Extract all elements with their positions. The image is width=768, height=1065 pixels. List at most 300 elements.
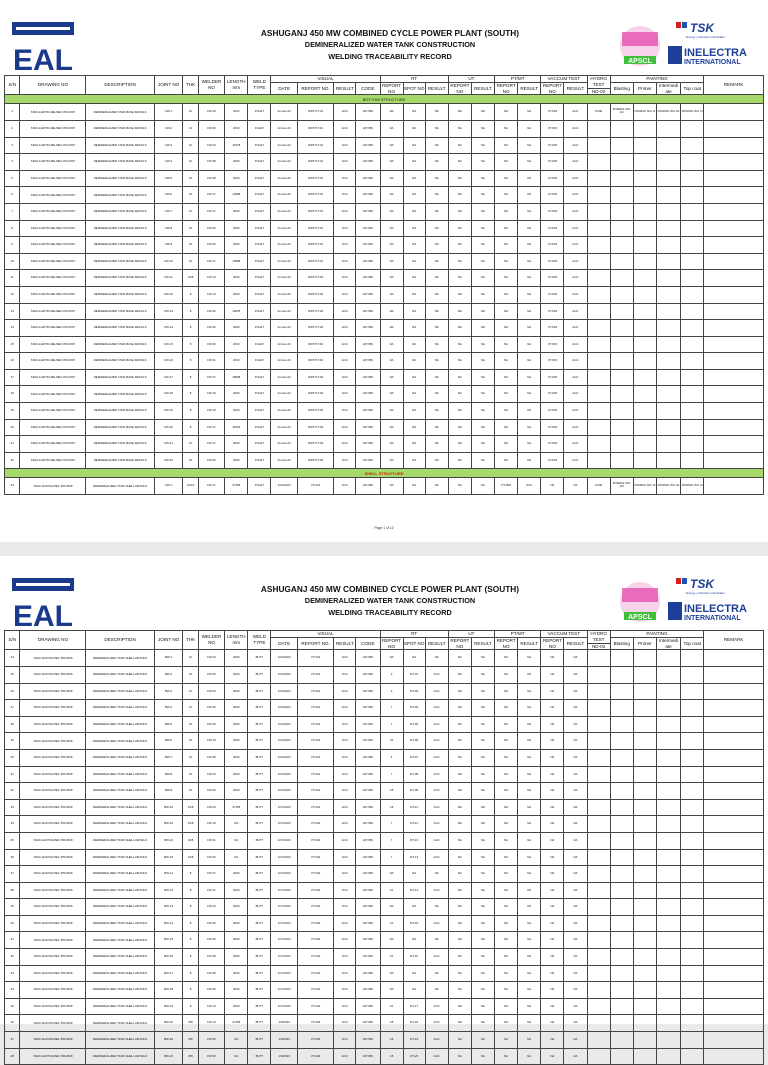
table-cell: BW-10 [154, 816, 183, 833]
table-cell: ACC [334, 1048, 356, 1065]
table-cell: NA [564, 832, 587, 849]
table-cell: FW 29 [198, 700, 224, 717]
table-cell [633, 899, 656, 916]
table-cell: 31 [5, 766, 20, 783]
table-cell [587, 270, 610, 287]
table-cell: 2000 [225, 436, 248, 453]
table-cell: ACC [334, 783, 356, 800]
table-cell: NA [471, 899, 494, 916]
table-cell: FW-10 [154, 253, 183, 270]
col-rt: RT [380, 631, 448, 638]
table-cell: NA [448, 419, 471, 436]
table-cell [656, 170, 680, 187]
table-cell: SS03-1120730-MEC PM-0009 [20, 949, 86, 966]
table-cell [681, 932, 704, 949]
table-cell: ACC [334, 899, 356, 916]
table-cell: NA [518, 1032, 541, 1049]
table-cell: FW 29 [198, 982, 224, 999]
col-primer: Primer [633, 82, 656, 95]
table-cell [610, 982, 633, 999]
table-cell: NA [541, 1015, 564, 1032]
table-cell: NA [495, 766, 518, 783]
col-ut-report: REPORT NO [448, 637, 471, 650]
table-cell: SS03-1120730-MEC PM-0009 [20, 700, 86, 717]
table-cell: ACC [334, 303, 356, 320]
table-cell: 7 [380, 716, 403, 733]
table-cell: FULET [248, 386, 271, 403]
table-cell [633, 915, 656, 932]
table-cell: NA [448, 478, 471, 495]
col-description: DESCRIPTION [86, 631, 154, 650]
table-cell: ACC [425, 849, 448, 866]
table-cell: FW 38 [198, 170, 224, 187]
table-cell: NA [471, 436, 494, 453]
table-cell: VT-003 [297, 1015, 333, 1032]
table-row [5, 137, 764, 154]
table-cell: SS03-1120730-ME-MEC PM-0007 [20, 452, 86, 469]
table-cell: BW-20 [154, 1015, 183, 1032]
table-cell: 2000 [225, 932, 248, 949]
table-row [5, 700, 764, 717]
project-title: ASHUGANJ 450 MW COMBINED CYCLE POWER PLANT (SOUTH) [260, 28, 520, 38]
table-cell: DWT/VT-01 [297, 154, 333, 171]
table-cell: ACC [334, 849, 356, 866]
table-cell: 13 [5, 303, 20, 320]
table-cell: DEMINERALIZED TANK BASE DETAILS [86, 154, 154, 171]
table-cell: NA [380, 386, 403, 403]
table-cell: NA [425, 899, 448, 916]
table-cell: NA [471, 1015, 494, 1032]
table-cell: 1/9/2023 [271, 1015, 297, 1032]
table-cell [681, 436, 704, 453]
table-cell: ACC [425, 733, 448, 750]
table-cell: 10 [183, 170, 198, 187]
table-cell [587, 1048, 610, 1065]
table-cell: NA [380, 220, 403, 237]
table-cell: BUTT [248, 982, 271, 999]
table-cell: NA [425, 170, 448, 187]
table-cell [587, 965, 610, 982]
table-cell: DEMINERALIZED TANK BASE DETAILS [86, 220, 154, 237]
table-cell [681, 915, 704, 932]
table-cell: NA [403, 353, 425, 370]
welding-traceability-table-p1 [4, 75, 764, 495]
table-cell: NA [425, 965, 448, 982]
table-cell: BUTT [248, 716, 271, 733]
table-cell: ACC [564, 303, 587, 320]
table-cell [656, 120, 680, 137]
col-visual: VISUAL [271, 631, 380, 638]
table-cell: BUTT [248, 733, 271, 750]
table-cell: NA [471, 965, 494, 982]
table-cell: NA [518, 237, 541, 254]
table-cell: 10/10 [183, 478, 198, 495]
table-cell: NA [403, 965, 425, 982]
table-cell [704, 783, 764, 800]
col-ptmt-result: RESULT [518, 637, 541, 650]
table-cell: ACC [334, 716, 356, 733]
table-cell [587, 452, 610, 469]
table-cell: NA [425, 403, 448, 420]
table-cell: RT-14 [403, 882, 425, 899]
table-cell: 18 [380, 783, 403, 800]
table-cell: NA [425, 982, 448, 999]
table-cell: ACC [564, 220, 587, 237]
table-cell: ACC [334, 104, 356, 121]
table-cell: NA [403, 104, 425, 121]
table-cell [610, 386, 633, 403]
table-cell: BW-16 [154, 949, 183, 966]
table-cell: NA [471, 120, 494, 137]
table-cell: 10 [183, 749, 198, 766]
table-cell: FW 31 [198, 832, 224, 849]
table-cell: NA [471, 336, 494, 353]
table-cell [610, 932, 633, 949]
table-cell: ACC [564, 170, 587, 187]
table-cell: 32 [5, 783, 20, 800]
section-row [5, 469, 764, 478]
table-cell: VT-002 [297, 915, 333, 932]
table-cell: FW 32 [198, 320, 224, 337]
table-cell: NA [425, 419, 448, 436]
table-cell: NA [495, 882, 518, 899]
table-cell: NA [448, 650, 471, 667]
table-cell: NA [541, 683, 564, 700]
table-cell [656, 237, 680, 254]
col-hydro: HYDRO TEST [587, 631, 610, 644]
table-cell [704, 320, 764, 337]
table-cell: NA [403, 866, 425, 883]
table-cell: SS03-1120730-ME-MEC PM-0007 [20, 369, 86, 386]
table-cell: SS03-1120730-ME-MEC PM-0007 [20, 336, 86, 353]
table-cell: NA [448, 799, 471, 816]
table-cell: FW 24 [198, 650, 224, 667]
table-cell [633, 965, 656, 982]
table-cell: NA [495, 270, 518, 287]
table-cell: 1/10/2023 [271, 683, 297, 700]
table-cell: NA [425, 386, 448, 403]
table-cell: ACC [564, 187, 587, 204]
table-cell: RT-18 [403, 1015, 425, 1032]
table-cell: NA [495, 154, 518, 171]
table-cell [633, 270, 656, 287]
table-cell: SS03-1120730-MEC PM-0009 [20, 1048, 86, 1065]
table-cell: NA [564, 733, 587, 750]
table-cell: 1/10/2023 [271, 650, 297, 667]
table-cell: SS03-1120730-ME-MEC PM-0007 [20, 203, 86, 220]
table-cell: NA [448, 749, 471, 766]
table-cell: FULET [248, 303, 271, 320]
table-cell [681, 650, 704, 667]
table-cell [633, 286, 656, 303]
table-cell: 10 [183, 783, 198, 800]
table-cell [656, 650, 680, 667]
table-cell [610, 120, 633, 137]
table-cell: DWT/VT-01 [297, 170, 333, 187]
table-cell: 22-Jan-23 [271, 303, 297, 320]
table-cell: NA [495, 733, 518, 750]
table-cell: FW 29 [198, 104, 224, 121]
table-cell: RT-11 [403, 799, 425, 816]
table-cell: FULET [248, 403, 271, 420]
table-cell: NA [495, 320, 518, 337]
col-hydro: HYDRO TEST [587, 76, 610, 89]
table-cell [656, 220, 680, 237]
table-cell: 10 [183, 187, 198, 204]
table-cell: FW-18 [154, 386, 183, 403]
table-cell: 8 [183, 286, 198, 303]
table-row [5, 303, 764, 320]
table-cell: 1/17/2023 [271, 849, 297, 866]
col-painting: PAINTING [610, 631, 704, 638]
table-cell: 39 [5, 899, 20, 916]
table-cell [587, 436, 610, 453]
table-row [5, 683, 764, 700]
project-subtitle: DEMINERALIZED WATER TANK CONSTRUCTION [304, 596, 476, 605]
table-cell: ACC [518, 478, 541, 495]
table-cell [704, 832, 764, 849]
table-cell: VT-002 [297, 832, 333, 849]
table-cell: FULET [248, 120, 271, 137]
table-cell: 22-Jan-23 [271, 286, 297, 303]
table-cell [704, 1015, 764, 1032]
table-cell: VT-003 [541, 336, 564, 353]
table-cell: API 650 [356, 1048, 380, 1065]
table-cell: NA [380, 120, 403, 137]
table-cell: NA [448, 932, 471, 949]
table-cell: 10 [380, 915, 403, 932]
table-cell [587, 1032, 610, 1049]
table-cell: 2000 [225, 320, 248, 337]
table-cell: SS03-1120730-ME-MEC PM-0007 [20, 303, 86, 320]
table-cell: NA [471, 998, 494, 1015]
table-cell: 1/10/2023 [271, 733, 297, 750]
table-cell: NA [541, 849, 564, 866]
table-cell: 30 [5, 749, 20, 766]
table-cell: DEMINERALIZED TANK SHELL DETAILS [86, 982, 154, 999]
table-cell: NA [518, 799, 541, 816]
table-row [5, 187, 764, 204]
table-cell: DWT/VT-01 [297, 220, 333, 237]
table-cell: ACC [425, 700, 448, 717]
table-cell: NA [495, 932, 518, 949]
table-cell: FW-20 [154, 419, 183, 436]
table-cell: FW-12 [154, 286, 183, 303]
table-cell: ACC [334, 932, 356, 949]
table-cell: NA [495, 816, 518, 833]
table-cell: 25 [5, 666, 20, 683]
table-cell: SS03-1120730-ME-MEC PM-0007 [20, 419, 86, 436]
table-cell: NA [495, 170, 518, 187]
table-cell: 8 [5, 220, 20, 237]
table-cell: NA [564, 816, 587, 833]
table-cell: VT-002 [297, 816, 333, 833]
table-cell: BUTT [248, 783, 271, 800]
table-row [5, 733, 764, 750]
painting-note: INTERNAL IS/N: 21 [681, 478, 704, 495]
table-cell: ACC [334, 253, 356, 270]
table-cell: RT-13 [403, 832, 425, 849]
table-cell: NA [448, 816, 471, 833]
col-report-no: REPORT NO. [297, 82, 333, 95]
table-cell: DEMINERALIZED TANK BASE DETAILS [86, 237, 154, 254]
table-cell: API 650 [356, 353, 380, 370]
table-cell: VT-003 [541, 436, 564, 453]
table-cell: NA [471, 154, 494, 171]
table-cell: VT-002 [297, 866, 333, 883]
table-cell: NA [225, 849, 248, 866]
table-cell: 26 [5, 683, 20, 700]
table-cell: NA [448, 716, 471, 733]
col-result: RESULT [334, 82, 356, 95]
table-cell [704, 220, 764, 237]
table-cell: VT-003 [541, 303, 564, 320]
table-cell: DEMINERALIZED TANK SHELL DETAILS [86, 949, 154, 966]
table-cell: SS03-1120730-ME-MEC PM-0007 [20, 270, 86, 287]
table-cell [681, 270, 704, 287]
table-cell: 7 [380, 816, 403, 833]
table-cell: 8/8 [183, 1032, 198, 1049]
table-cell: NA [471, 303, 494, 320]
table-cell [681, 965, 704, 982]
table-cell: VT-001 [297, 700, 333, 717]
table-cell: API 650 [356, 949, 380, 966]
table-cell: 2000 [225, 170, 248, 187]
table-cell [587, 683, 610, 700]
table-cell: VT-002 [297, 982, 333, 999]
table-cell [656, 419, 680, 436]
table-cell: ACC [334, 915, 356, 932]
table-cell: NA [564, 1048, 587, 1065]
table-cell: 2000 [225, 866, 248, 883]
table-cell: FW 31 [198, 353, 224, 370]
section-title: BOTTOM STRUCTURE [5, 95, 764, 104]
table-cell [633, 154, 656, 171]
table-cell: BW-7 [154, 749, 183, 766]
table-cell: FW-1 [154, 104, 183, 121]
table-cell: FW 24 [198, 766, 224, 783]
table-cell [704, 716, 764, 733]
table-cell: FULET [248, 286, 271, 303]
table-cell: NA [471, 849, 494, 866]
table-cell [610, 849, 633, 866]
table-cell: API 650 [356, 716, 380, 733]
table-row [5, 899, 764, 916]
table-cell: FW-6 [154, 187, 183, 204]
table-cell: BW-17 [154, 965, 183, 982]
table-cell: 2000 [225, 749, 248, 766]
col-hydro-sub: ND-02 [587, 643, 610, 650]
table-cell: BW-15 [154, 932, 183, 949]
table-cell: ACC [334, 386, 356, 403]
table-cell: NA [518, 882, 541, 899]
table-cell: NA [541, 666, 564, 683]
table-cell: NA [471, 369, 494, 386]
table-cell: 8 [183, 965, 198, 982]
table-cell: SS03-1120730-ME-MEC PM-0007 [20, 386, 86, 403]
table-cell: 10/8 [183, 849, 198, 866]
table-cell [704, 932, 764, 949]
table-cell: NA [495, 253, 518, 270]
table-row [5, 932, 764, 949]
table-cell: NA [448, 187, 471, 204]
table-cell [610, 832, 633, 849]
table-cell: NA [518, 816, 541, 833]
table-cell: 24 [380, 733, 403, 750]
table-cell: DEMINERALIZED TANK SHELL DETAILS [86, 683, 154, 700]
table-cell [610, 749, 633, 766]
table-cell: 22-Jan-23 [271, 436, 297, 453]
table-cell: ACC [425, 1015, 448, 1032]
table-cell [681, 749, 704, 766]
table-cell: BW-9 [154, 783, 183, 800]
table-cell [681, 882, 704, 899]
table-cell: 3 [5, 137, 20, 154]
table-cell [633, 982, 656, 999]
table-cell [587, 949, 610, 966]
table-cell [656, 716, 680, 733]
table-cell: NA [471, 783, 494, 800]
table-cell: FW 27 [198, 203, 224, 220]
table-cell: SS03-1120730-MEC PM-0009 [20, 783, 86, 800]
table-cell: 2000 [225, 982, 248, 999]
table-cell: DWT/VT-01 [297, 120, 333, 137]
table-cell [656, 849, 680, 866]
table-cell [587, 700, 610, 717]
table-cell [704, 478, 764, 495]
table-cell: SS03-1120730-ME-MEC PM-0007 [20, 137, 86, 154]
table-cell: NA [425, 320, 448, 337]
table-cell [587, 998, 610, 1015]
table-cell: NA [518, 899, 541, 916]
table-cell [587, 749, 610, 766]
table-cell: FW 16 [198, 403, 224, 420]
table-cell: DEMINERALIZED TANK BASE DETAILS [86, 386, 154, 403]
table-cell [633, 849, 656, 866]
table-cell: DEMINERALIZED TANK SHELL DETAILS [86, 799, 154, 816]
table-cell: SS03-1120730-MEC PM-0009 [20, 683, 86, 700]
table-cell [681, 666, 704, 683]
table-cell: API 650 [356, 700, 380, 717]
col-ut: UT [448, 631, 494, 638]
col-painting: PAINTING [610, 76, 704, 83]
table-cell: NA [471, 237, 494, 254]
table-cell: NA [425, 932, 448, 949]
table-cell: BUTT [248, 899, 271, 916]
table-cell: NA [541, 1048, 564, 1065]
table-cell: NA [471, 816, 494, 833]
table-cell: NA [471, 286, 494, 303]
table-cell [633, 187, 656, 204]
table-cell: FW 27 [198, 419, 224, 436]
table-cell: RT-09 [403, 783, 425, 800]
table-cell [656, 733, 680, 750]
table-cell: NA [541, 998, 564, 1015]
table-cell: NA [471, 799, 494, 816]
table-cell: NA [471, 320, 494, 337]
table-cell: 24 [5, 650, 20, 667]
table-cell [681, 766, 704, 783]
table-cell [610, 716, 633, 733]
table-cell: 22-Jan-23 [271, 203, 297, 220]
table-cell [587, 716, 610, 733]
table-cell: NA [564, 666, 587, 683]
table-cell [587, 320, 610, 337]
table-cell [681, 700, 704, 717]
table-cell [704, 1048, 764, 1065]
table-cell: NA [425, 369, 448, 386]
table-cell: NA [380, 170, 403, 187]
